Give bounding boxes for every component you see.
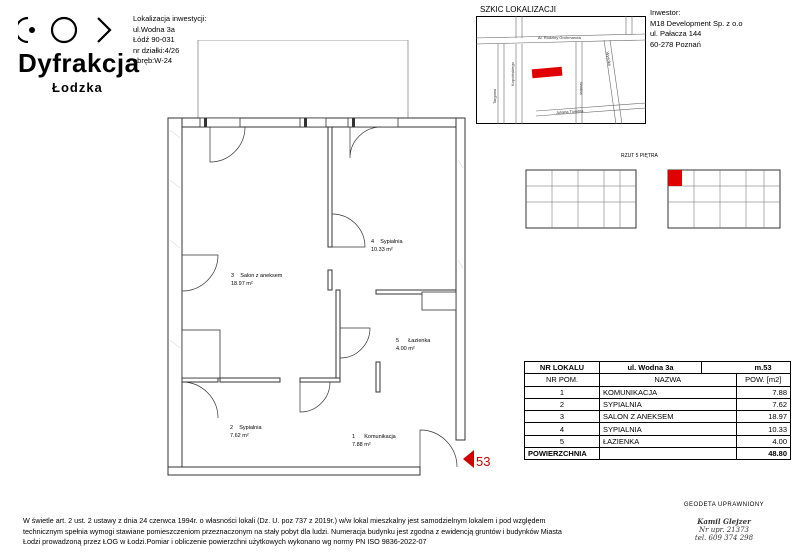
street-label: Juliana Tuwima: [555, 108, 584, 115]
street-label: Al. Rodziny Grohmanów: [538, 35, 582, 40]
entrance-arrow-icon: [462, 449, 476, 469]
sketch-title: SZKIC LOKALIZACJI: [480, 5, 557, 14]
total-label: POWIERZCHNIA: [525, 448, 600, 460]
surveyor-tel: tel. 609 374 298: [694, 534, 754, 542]
table-row: [525, 386, 791, 398]
apartment-floor-plan: [160, 40, 480, 480]
street-label: Targowa: [492, 88, 497, 104]
surveyor-stamp: [668, 518, 780, 542]
location-heading: Lokalizacja inwestycji:: [133, 14, 207, 23]
table-cell: ŁAZIENKA: [600, 435, 737, 447]
room-number: 2: [230, 425, 234, 431]
room-name: Sypialnia: [239, 425, 262, 431]
table-row: [525, 435, 791, 447]
logo-mark: [18, 14, 128, 46]
table-cell: 5: [525, 435, 600, 447]
location-line: nr działki:4/26: [133, 45, 180, 55]
room-name: Sypialnia: [380, 239, 403, 245]
investor-heading: Inwestor:: [650, 8, 681, 17]
table-row: [525, 411, 791, 423]
table-cell: SYPIALNIA: [600, 423, 737, 435]
room-area: 18.97 m²: [231, 281, 253, 287]
apartment-highlight: [668, 170, 682, 186]
surveyor-name: Kamil Glejzer: [697, 517, 751, 526]
street-label: Wysoka: [605, 51, 613, 67]
location-line: obręb:W-24: [133, 56, 173, 65]
location-line: Łódź 90-031: [133, 35, 175, 44]
table-address: ul. Wodna 3a: [600, 362, 702, 374]
key-floor-plan: [522, 162, 784, 238]
table-cell: 4: [525, 423, 600, 435]
legal-line: technicznym spełnia wymogi stawiane pomieszczeniom przeznaczonym na stały pobyt dla ludzi. Numeracja budynku jest zgodna z ewidencją gruntów i budynków Miasta: [23, 526, 562, 536]
room-label: [231, 272, 282, 288]
brand-subtitle: Łodzka: [52, 80, 103, 95]
room-label: [371, 238, 403, 254]
room-area: 4.00 m²: [396, 346, 415, 352]
street-label: Kopcińskiego: [510, 62, 515, 86]
legal-line: W świetle art. 2 ust. 2 ustawy z dnia 24 czerwca 1994r. o własności lokali (Dz. U. poz 737 z 2019r.) w/w lokal mieszkalny jest samodzielnym lokalem i pod względem: [23, 516, 546, 525]
table-cell: 7.88: [736, 386, 791, 398]
location-sketch-map: [476, 16, 646, 124]
surveyor-reg: Nr upr. 21373: [699, 526, 749, 534]
investor-info: [650, 8, 743, 50]
table-cell: 4.00: [736, 435, 791, 447]
table-row: [525, 398, 791, 410]
table-col-header: NR POM.: [525, 374, 600, 386]
investor-line: 60-278 Poznań: [650, 39, 701, 49]
room-area: 7.62 m²: [230, 433, 249, 439]
total-value: 48.80: [736, 448, 791, 460]
room-number: 4: [371, 239, 375, 245]
table-cell: 10.33: [736, 423, 791, 435]
table-cell: SYPIALNIA: [600, 398, 737, 410]
brand-name: Dyfrakcja: [18, 48, 140, 78]
room-label: [352, 433, 396, 449]
table-cell: 18.97: [736, 411, 791, 423]
table-header: NR LOKALU: [525, 362, 600, 374]
table-row: [525, 423, 791, 435]
table-col-header: NAZWA: [600, 374, 737, 386]
legal-note: [23, 516, 653, 548]
table-cell: 3: [525, 411, 600, 423]
table-cell: 7.62: [736, 398, 791, 410]
rooms-table: [524, 361, 791, 460]
street-label: Wodna: [579, 82, 584, 95]
apartment-number-marker: 53: [476, 454, 491, 469]
room-area: 10.33 m²: [371, 247, 393, 253]
room-label: [396, 337, 430, 353]
table-cell: 2: [525, 398, 600, 410]
room-label: [230, 424, 262, 440]
surveyor-heading: GEODETA UPRAWNIONY: [683, 502, 765, 508]
table-cell: 1: [525, 386, 600, 398]
table-cell: SALON Z ANEKSEM: [600, 411, 737, 423]
investor-line: ul. Pałacza 144: [650, 29, 702, 38]
table-unit: m.53: [736, 362, 791, 374]
table-cell: KOMUNIKACJA: [600, 386, 737, 398]
location-line: ul.Wodna 3a: [133, 24, 175, 34]
room-number: 5: [396, 338, 400, 344]
table-col-header: POW. [m2]: [736, 374, 791, 386]
floor-plan-title: RZUT 5 PIĘTRA: [621, 153, 658, 159]
legal-line: Łodzi prowadzoną przez ŁOG w Łodzi.Pomiar i obliczenie powierzchni użytkowych wykonano wg normy PN ISO 9836-2022-07: [23, 537, 427, 546]
room-area: 7.88 m²: [352, 442, 371, 448]
room-name: Komunikacja: [364, 434, 396, 440]
room-name: Salon z aneksem: [240, 273, 283, 279]
room-number: 1: [352, 434, 356, 440]
investor-line: M18 Development Sp. z o.o: [650, 18, 743, 28]
room-name: Łazienka: [408, 338, 431, 344]
room-number: 3: [231, 273, 235, 279]
